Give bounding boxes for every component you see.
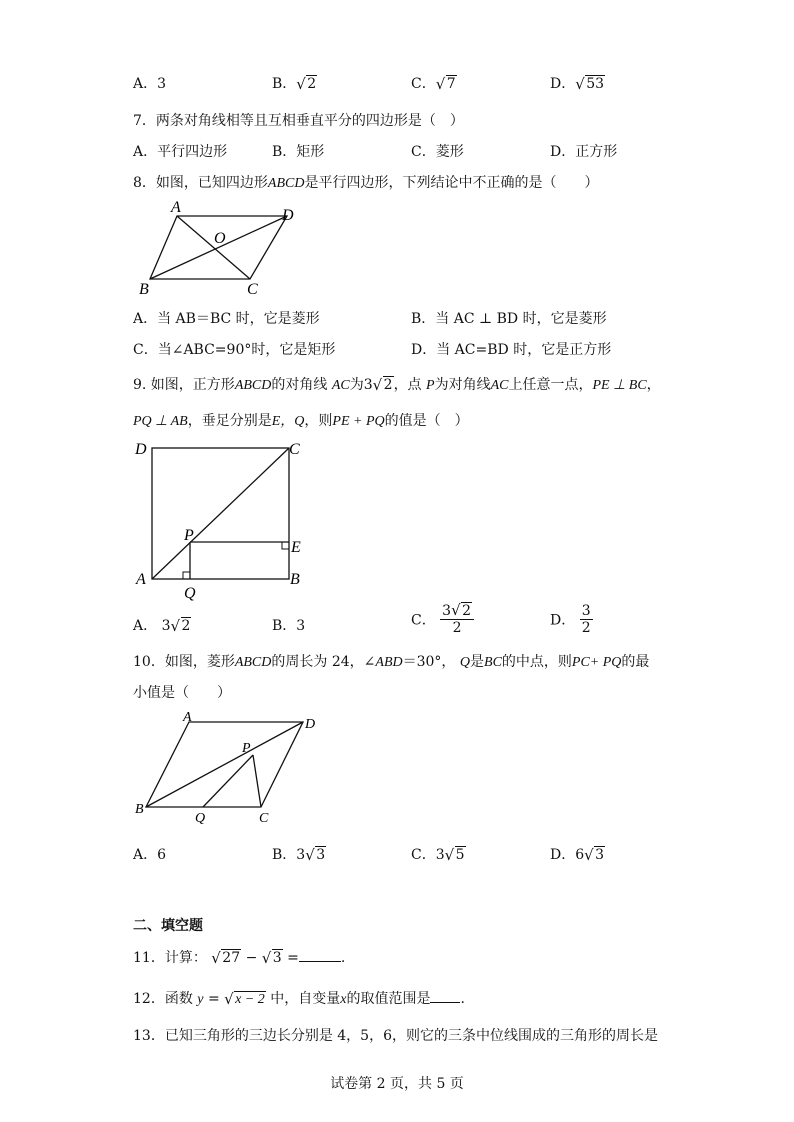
label-c: C [259, 811, 269, 826]
q7-question: 7．两条对角线相等且互相垂直平分的四边形是（ ） [133, 113, 464, 129]
answer-blank[interactable] [299, 949, 341, 962]
label-d: D [282, 207, 294, 224]
label-b: B [290, 571, 300, 588]
q10-option-a: A．6 [133, 847, 167, 863]
q8-option-c: C．当∠ABC=90°时，它是矩形 [133, 342, 336, 358]
q9-option-c: C． $\frac{3√ 2}{2}$ [411, 603, 474, 636]
q7-option-c: C．菱形 [411, 144, 464, 160]
label-c: C [247, 281, 258, 298]
label-q: Q [184, 585, 196, 602]
q7-option-a: A．平行四边形 [133, 144, 228, 160]
diagonal-ac [177, 216, 250, 279]
right-angle-e [282, 542, 289, 549]
label-p: P [184, 527, 194, 544]
label-d: D [305, 717, 316, 732]
q9-figure-square [130, 436, 310, 602]
q8-option-d: D．当 AC=BD 时，它是正方形 [411, 342, 612, 358]
q10-option-c: C．3√ 5 [411, 844, 466, 864]
page-footer: 试卷第 2 页，共 5 页 [330, 1076, 464, 1092]
label-a: A [183, 710, 192, 725]
q9-question-line2: PQ ⊥ AB，垂足分别是E，Q，则PE + PQ的值是（ ） [133, 413, 469, 429]
q9-option-a: A． 3√ 2 [133, 615, 191, 635]
diagonal-bd [146, 722, 303, 807]
answer-blank[interactable] [430, 990, 460, 1003]
q6-option-a: A．3 [133, 76, 167, 92]
q10-question-line1: 10．如图，菱形ABCD的周长为 24，∠ABD＝30°， Q是BC的中点，则PC+ PQ的最 [133, 654, 650, 670]
q9-question-line1: 9. 如图，正方形ABCD的对角线 AC为3√ 2，点 P为对角线AC上任意一点，PE ⊥ BC， [133, 374, 661, 394]
segment-pc [253, 755, 261, 807]
q10-option-d: D．6√ 3 [550, 844, 605, 864]
label-b: B [139, 281, 149, 298]
diagonal-bd [150, 216, 287, 279]
q10-figure-rhombus [130, 709, 330, 827]
q12-question: 12．函数 y = √ x − 2 中，自变量x的取值范围是 . [133, 988, 465, 1008]
label-q: Q [195, 811, 206, 826]
label-d: D [135, 441, 147, 458]
diagonal-ac [152, 448, 289, 579]
q7-option-b: B．矩形 [272, 144, 325, 160]
q8-figure-parallelogram [135, 196, 310, 298]
q8-option-a: A．当 AB＝BC 时，它是菱形 [133, 311, 320, 327]
label-p: P [242, 741, 251, 756]
label-o: O [214, 230, 226, 247]
q9-option-b: B．3 [272, 618, 306, 634]
label-a: A [136, 571, 146, 588]
label-a: A [171, 199, 181, 216]
q13-question: 13．已知三角形的三边长分别是 4，5，6，则它的三条中位线围成的三角形的周长是 [133, 1028, 658, 1044]
section-title-fill-in: 二、填空题 [133, 918, 203, 934]
q6-option-c: C．√ 7 [411, 73, 457, 93]
q11-question: 11．计算： √ 27 − √ 3 = . [133, 947, 345, 967]
q6-option-d: D．√ 53 [550, 73, 605, 93]
q7-option-d: D．正方形 [550, 144, 618, 160]
label-c: C [289, 441, 300, 458]
q6-option-b: B．√ 2 [272, 73, 317, 93]
q10-question-line2: 小值是（ ） [133, 685, 231, 701]
label-b: B [135, 802, 144, 817]
q9-option-d: D． $\frac{3}{2}$ [550, 603, 591, 637]
q10-option-b: B．3√ 3 [272, 844, 326, 864]
q8-question: 8．如图，已知四边形ABCD是平行四边形，下列结论中不正确的是（ ） [133, 175, 599, 191]
q8-option-b: B．当 AC ⊥ BD 时，它是菱形 [411, 311, 607, 327]
label-e: E [291, 539, 301, 556]
right-angle-q [183, 572, 190, 579]
